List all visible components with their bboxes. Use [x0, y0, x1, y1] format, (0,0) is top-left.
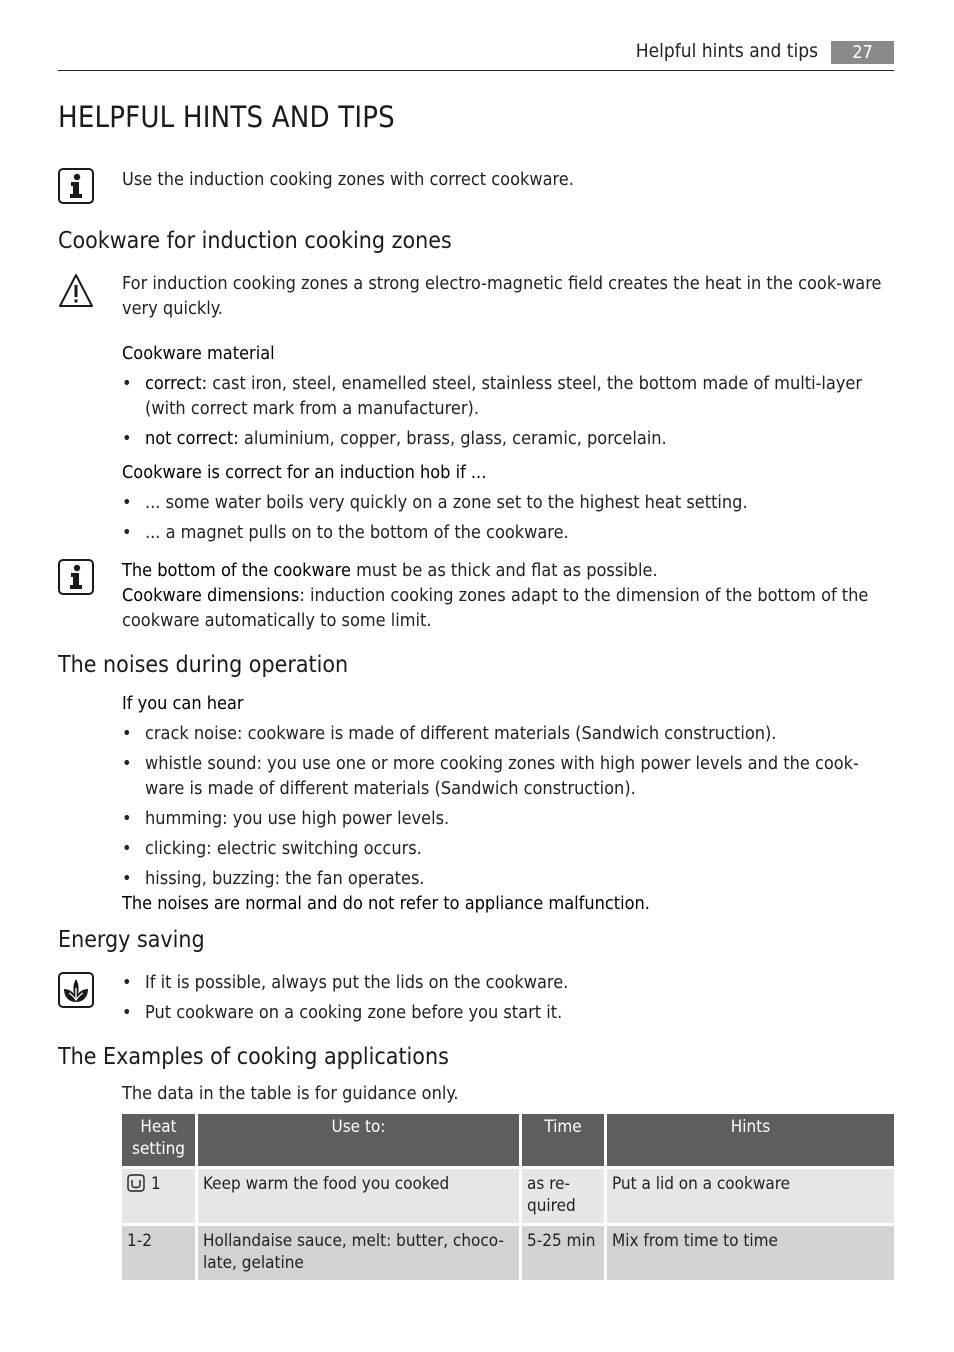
- cookware-material-label: Cookware material: [122, 343, 275, 364]
- leaf-icon: [58, 972, 94, 1008]
- bullet-icon: •: [122, 522, 132, 543]
- correct-if-label: Cookware is correct for an induction hob if ...: [122, 462, 487, 483]
- not-correct-text: aluminium, copper, brass, glass, ceramic, porcelain.: [238, 428, 667, 449]
- bullet-icon: •: [122, 868, 132, 889]
- bullet-icon: •: [122, 373, 132, 394]
- hints-cell: Put a lid on a cookware: [607, 1166, 894, 1223]
- table-row: [122, 1223, 894, 1280]
- heat-cell: 1: [122, 1166, 198, 1223]
- use-cell: Hollandaise sauce, melt: butter, choco-late, gelatine: [198, 1223, 522, 1280]
- list-item: • If it is possible, always put the lids on the cookware.: [122, 972, 569, 993]
- bullet-icon: •: [122, 428, 132, 449]
- not-correct-label: not correct:: [145, 428, 239, 449]
- time-cell: 5-25 min: [522, 1223, 607, 1280]
- warning-icon: [58, 272, 94, 310]
- examples-note: The data in the table is for guidance only.: [122, 1083, 459, 1104]
- table-row: [122, 1166, 894, 1223]
- column-header: Hints: [607, 1114, 894, 1166]
- list-item: • humming: you use high power levels.: [122, 808, 450, 829]
- column-header: Use to:: [198, 1114, 522, 1166]
- list-item: • ... a magnet pulls on to the bottom of the cookware.: [122, 522, 569, 543]
- column-header: Heat setting: [122, 1114, 198, 1166]
- time-cell: as re-quired: [522, 1166, 607, 1223]
- bullet-icon: •: [122, 753, 132, 774]
- page-title: HELPFUL HINTS AND TIPS: [58, 100, 395, 134]
- page-number: 27: [831, 41, 894, 64]
- hints-cell: Mix from time to time: [607, 1223, 894, 1280]
- running-header: Helpful hints and tips: [635, 40, 818, 62]
- list-item: • whistle sound: you use one or more cooking zones with high power levels and the cook-ware is made of different materials (Sandwich construction).: [122, 753, 859, 799]
- bullet-icon: •: [122, 838, 132, 859]
- header-rule: [58, 70, 894, 71]
- list-item: [122, 371, 892, 421]
- bullet-icon: •: [122, 972, 132, 993]
- list-item: • crack noise: cookware is made of different materials (Sandwich construction).: [122, 723, 777, 744]
- table-header-row: [122, 1114, 894, 1166]
- intro-note: Use the induction cooking zones with correct cookware.: [122, 169, 574, 190]
- correct-label: correct:: [145, 373, 208, 394]
- use-cell: Keep warm the food you cooked: [198, 1166, 522, 1223]
- heading-cookware: Cookware for induction cooking zones: [58, 228, 452, 254]
- noises-lead: If you can hear: [122, 693, 244, 714]
- warning-text: For induction cooking zones a strong electro-magnetic field creates the heat in the cook-ware very quickly.: [122, 273, 882, 319]
- noises-conclusion: The noises are normal and do not refer to appliance malfunction.: [122, 893, 650, 914]
- bullet-icon: •: [122, 492, 132, 513]
- heading-examples: The Examples of cooking applications: [58, 1044, 449, 1070]
- bullet-icon: •: [122, 723, 132, 744]
- bullet-icon: •: [122, 1002, 132, 1023]
- list-item: • ... some water boils very quickly on a zone set to the highest heat setting.: [122, 492, 748, 513]
- heading-energy: Energy saving: [58, 927, 205, 953]
- cooking-table: [122, 1114, 894, 1280]
- list-item: • clicking: electric switching occurs.: [122, 838, 422, 859]
- keep-warm-icon: [127, 1174, 145, 1192]
- info-icon: [58, 168, 94, 204]
- bullet-icon: •: [122, 808, 132, 829]
- info-icon: [58, 559, 94, 595]
- list-item: [122, 426, 892, 451]
- correct-text: cast iron, steel, enamelled steel, stainless steel, the bottom made of multi-layer (with correct mark from a manufacturer).: [145, 373, 863, 419]
- heading-noises: The noises during operation: [58, 652, 349, 678]
- list-item: • Put cookware on a cooking zone before you start it.: [122, 1002, 563, 1023]
- column-header: Time: [522, 1114, 607, 1166]
- list-item: • hissing, buzzing: the fan operates.: [122, 868, 425, 889]
- cookware-note: The bottom of the cookware must be as thick and flat as possible. Cookware dimensions: induction cooking zones adapt to the dimension of the bottom of the cookware automatically to some limit.: [122, 560, 869, 631]
- heat-cell: 1-2: [122, 1223, 198, 1280]
